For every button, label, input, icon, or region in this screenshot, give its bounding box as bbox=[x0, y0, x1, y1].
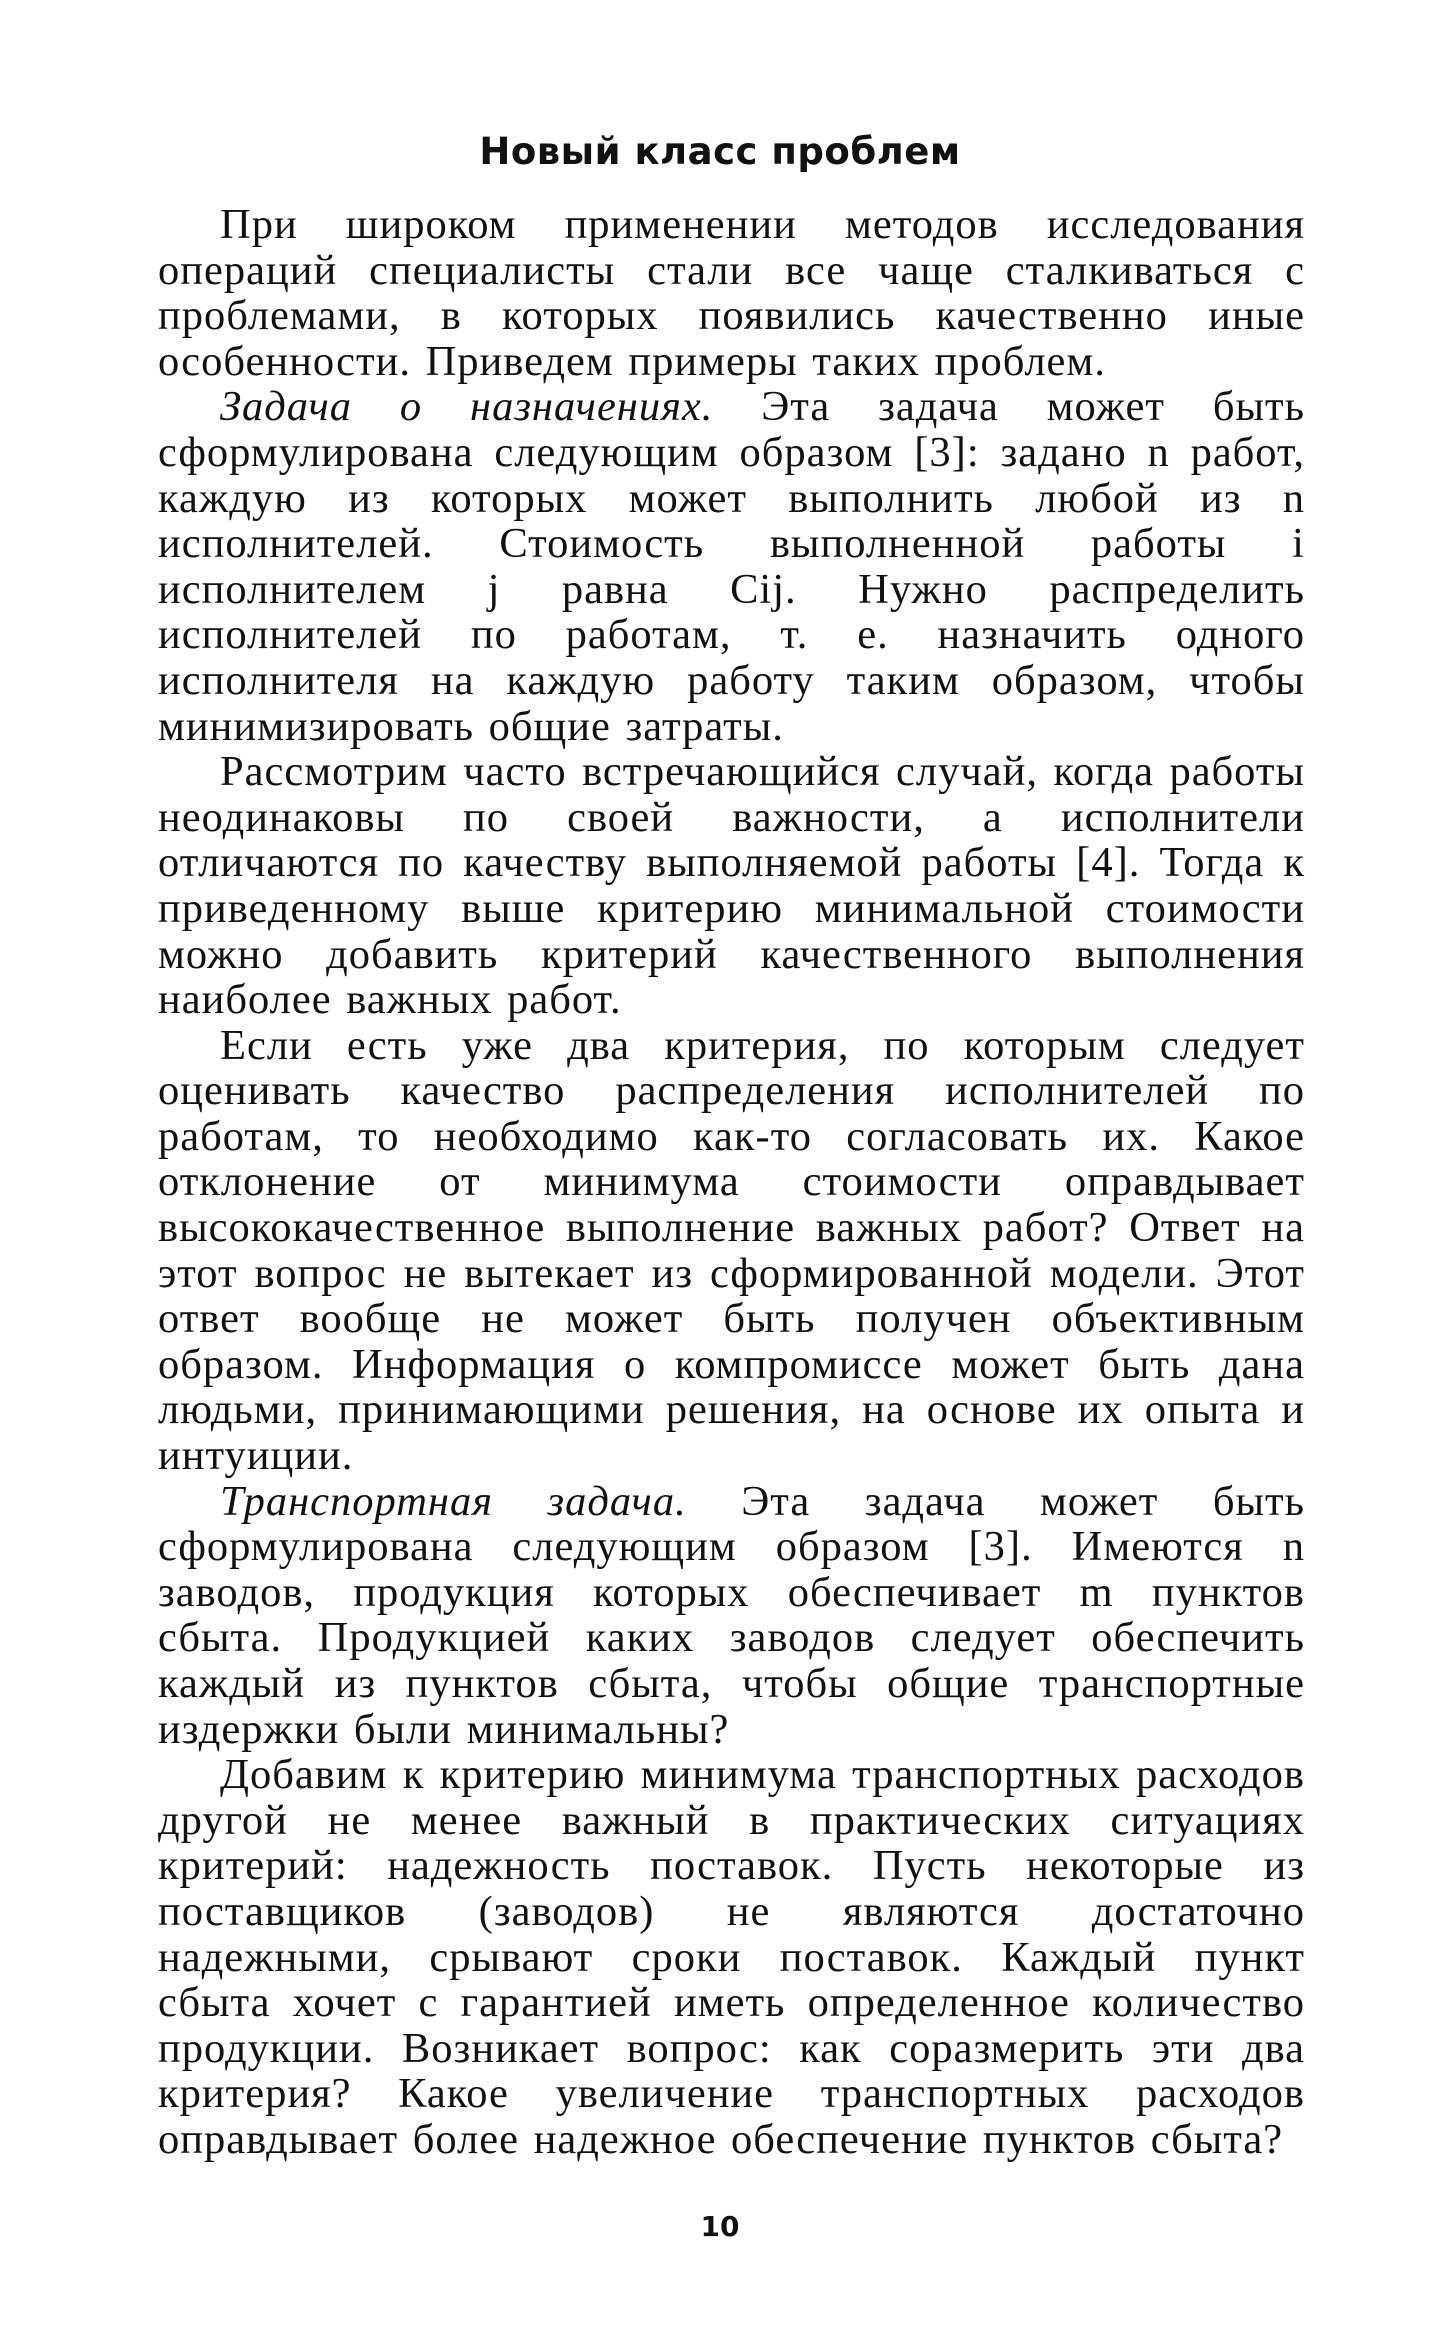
paragraph-reliability bbox=[158, 1752, 1305, 2162]
paragraph-text: Эта задача может быть сформулирована следующим образом [3]. Имеются n заводов, продукция которых обеспечивает m пунктов сбыта. Продукцией каких заводов следует обеспечить каждый из пунктов сбыта, чтобы общие транспортные издержки были минимальны? bbox=[158, 1477, 1305, 1753]
paragraph-text: Эта задача может быть сформулирована следующим образом [3]: задано n работ, каждую из которых может выполнить любой из n исполнителей. Стоимость выполненной работы i исполнителем j равна Cij. Нужно распределить исполнителей по работам, т. е. назначить одного исполнителя на каждую работу таким образом, чтобы минимизировать общие затраты. bbox=[158, 383, 1305, 750]
paragraph-importance-case bbox=[158, 749, 1305, 1023]
section-heading: Новый класс проблем bbox=[479, 130, 961, 173]
page-number: 10 bbox=[700, 2210, 740, 2243]
paragraph-text: Рассмотрим часто встречающийся случай, когда работы неодинаковы по своей важности, а исполнители отличаются по качеству выполняемой работы [4]. Тогда к приведенному выше критерию минимальной стоимости можно добавить критерий качественного выполнения наиболее важных работ. bbox=[158, 748, 1305, 1024]
paragraph-intro bbox=[158, 202, 1305, 384]
paragraph-text: Если есть уже два критерия, по которым следует оценивать качество распределения исполнителей по работам, то необходимо как-то согласовать их. Какое отклонение от минимума стоимости оправдывает высококачественное выполнение важных работ? Ответ на этот вопрос не вытекает из сформированной модели. Этот ответ вообще не может быть получен объективным образом. Информация о компромиссе может быть дана людьми, принимающими решения, на основе их опыта и интуиции. bbox=[158, 1021, 1305, 1480]
paragraph-text: При широком применении методов исследования операций специалисты стали все чаще сталкиваться с проблемами, в которых появились качественно иные особенности. Приведем примеры таких проблем. bbox=[158, 201, 1305, 385]
paragraph-assignment-problem bbox=[158, 384, 1305, 749]
paragraph-lead: Транспортная задача. bbox=[220, 1477, 687, 1525]
body-text bbox=[158, 202, 1305, 2163]
paragraph-two-criteria bbox=[158, 1023, 1305, 1479]
paragraph-lead: Задача о назначениях. bbox=[220, 383, 714, 431]
paragraph-transport-problem bbox=[158, 1479, 1305, 1753]
paragraph-text: Добавим к критерию минимума транспортных расходов другой не менее важный в практических ситуациях критерий: надежность поставок. Пусть некоторые из поставщиков (заводов) не являются достаточно надежными, срывают сроки поставок. Каждый пункт сбыта хочет с гарантией иметь определенное количество продукции. Возникает вопрос: как соразмерить эти два критерия? Какое увеличение транспортных расходов оправдывает более надежное обеспечение пунктов сбыта? bbox=[158, 1751, 1305, 2163]
